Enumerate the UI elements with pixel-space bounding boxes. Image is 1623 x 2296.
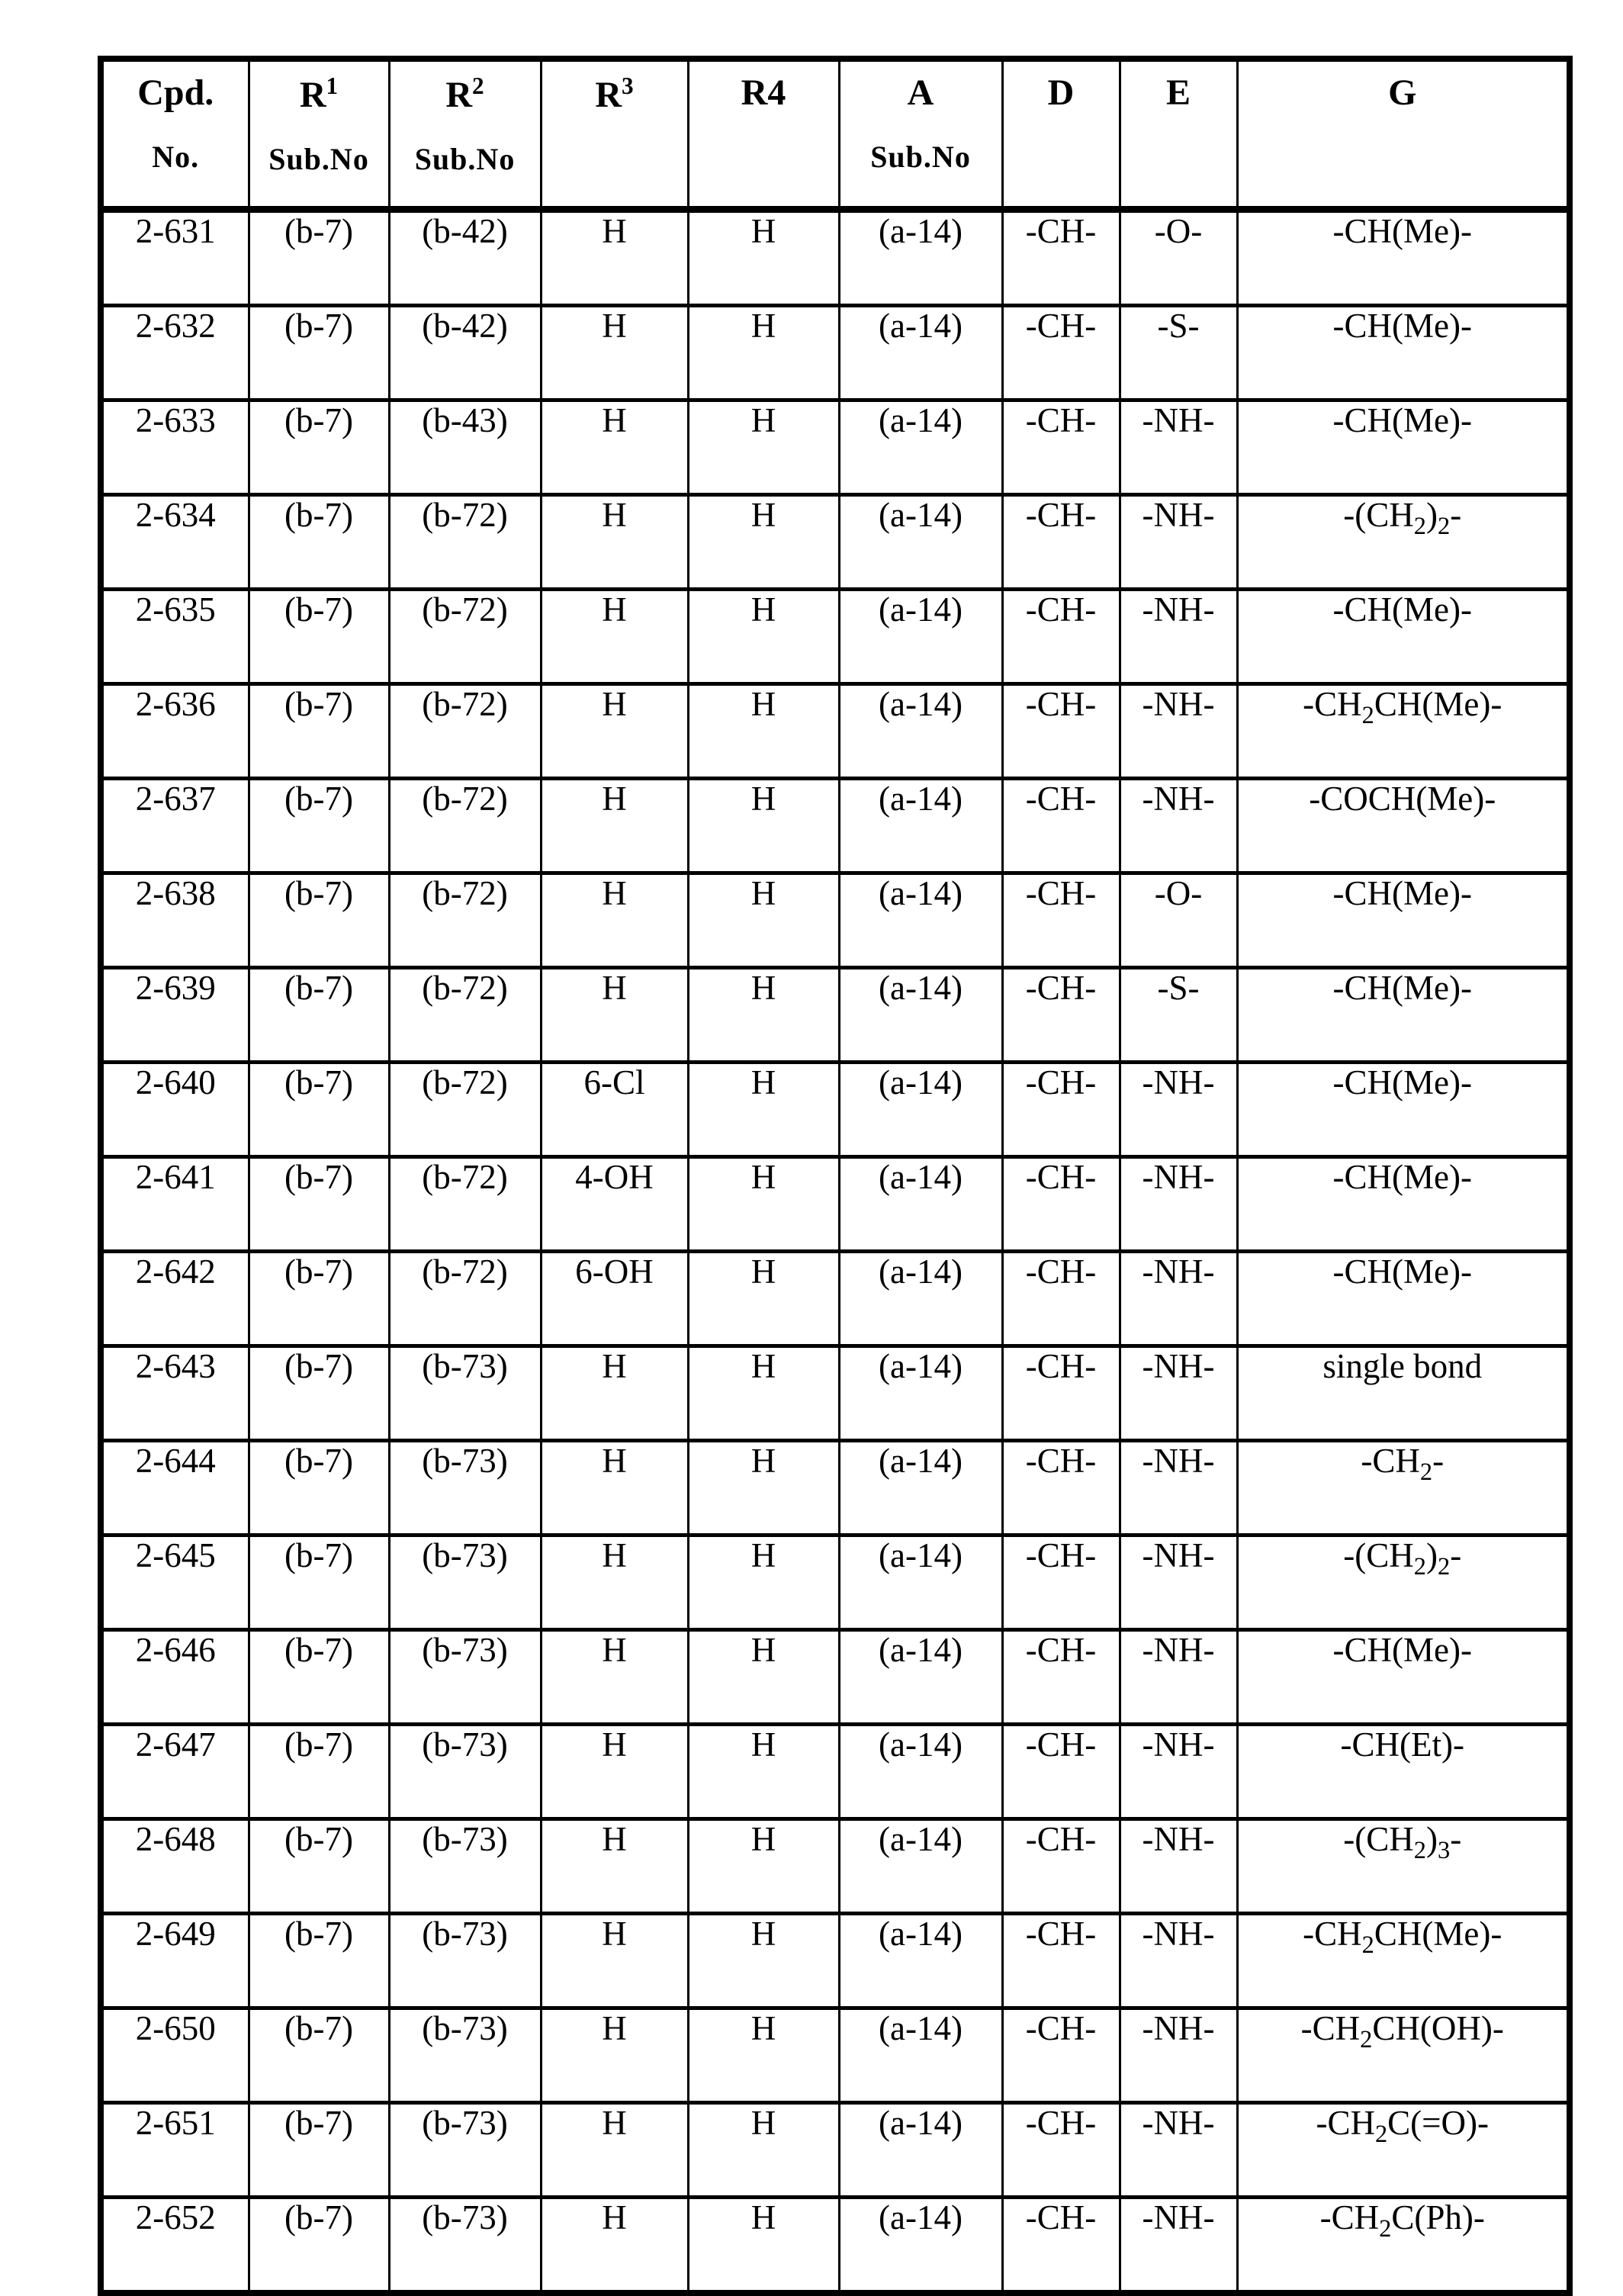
cell-r3: H [541,1346,688,1441]
cell-d: -CH- [1002,306,1120,400]
table-row [101,1535,1570,1630]
cell-r4: H [688,1252,839,1346]
column-header-r2-sub-no [389,59,541,210]
cell-r2-sub-no: (b-72) [389,968,541,1063]
cell-r2-sub-no: (b-72) [389,590,541,684]
cell-r2-sub-no: (b-72) [389,1157,541,1252]
table-row [101,1157,1570,1252]
cell-d: -CH- [1002,1063,1120,1157]
cell-cpd-no: 2-639 [101,968,249,1063]
column-header-g [1237,59,1570,210]
header-line1: $R^3$ [595,72,634,115]
cell-cpd-no: 2-647 [101,1725,249,1819]
cell-r1-sub-no: (b-7) [249,1535,389,1630]
cell-r4: H [688,306,839,400]
table-row [101,400,1570,495]
cell-r2-sub-no: (b-73) [389,2008,541,2103]
cell-r3: H [541,1819,688,1914]
cell-r4: H [688,1346,839,1441]
cell-e: -O- [1120,873,1237,968]
cell-r4: H [688,1725,839,1819]
cell-cpd-no: 2-648 [101,1819,249,1914]
cell-d: -CH- [1002,495,1120,590]
cell-r3: 4-OH [541,1157,688,1252]
cell-r3: H [541,779,688,873]
table-row [101,1630,1570,1725]
cell-g: $-(CH_2)_2-$ [1237,495,1570,590]
cell-r3: H [541,306,688,400]
header-line1: A [907,72,934,113]
table-row [101,684,1570,779]
header-line2: Sub.No [268,142,369,177]
cell-cpd-no: 2-651 [101,2103,249,2198]
cell-a-sub-no: (a-14) [839,1063,1002,1157]
table-row [101,2198,1570,2294]
cell-d: -CH- [1002,684,1120,779]
table-row [101,306,1570,400]
cell-a-sub-no: (a-14) [839,306,1002,400]
cell-r2-sub-no: (b-72) [389,1252,541,1346]
cell-d: -CH- [1002,2103,1120,2198]
cell-cpd-no: 2-649 [101,1914,249,2008]
cell-g: -CH(Me)- [1237,306,1570,400]
cell-cpd-no: 2-635 [101,590,249,684]
cell-d: -CH- [1002,1725,1120,1819]
cell-g: -CH(Me)- [1237,873,1570,968]
cell-a-sub-no: (a-14) [839,2198,1002,2294]
cell-a-sub-no: (a-14) [839,1346,1002,1441]
cell-r1-sub-no: (b-7) [249,873,389,968]
cell-d: -CH- [1002,1157,1120,1252]
cell-g: $-CH_2CH(Me)-$ [1237,1914,1570,2008]
cell-r1-sub-no: (b-7) [249,210,389,306]
cell-r2-sub-no: (b-43) [389,400,541,495]
cell-r4: H [688,495,839,590]
header-line1: E [1165,72,1191,113]
cell-r3: H [541,873,688,968]
cell-r2-sub-no: (b-72) [389,1063,541,1157]
cell-r2-sub-no: (b-72) [389,495,541,590]
cell-r3: H [541,1725,688,1819]
cell-d: -CH- [1002,400,1120,495]
cell-e: -NH- [1120,1914,1237,2008]
cell-g: -CH(Me)- [1237,590,1570,684]
cell-g: -CH(Me)- [1237,1252,1570,1346]
cell-e: -NH- [1120,590,1237,684]
cell-r3: H [541,210,688,306]
table-row [101,1252,1570,1346]
cell-g: -CH(Me)- [1237,210,1570,306]
cell-r2-sub-no: (b-73) [389,1725,541,1819]
cell-a-sub-no: (a-14) [839,495,1002,590]
cell-a-sub-no: (a-14) [839,400,1002,495]
cell-e: -NH- [1120,1630,1237,1725]
cell-e: -NH- [1120,2103,1237,2198]
cell-g: -CH(Me)- [1237,400,1570,495]
table-row [101,779,1570,873]
cell-cpd-no: 2-637 [101,779,249,873]
cell-g: $-CH_2C(=O)-$ [1237,2103,1570,2198]
cell-cpd-no: 2-634 [101,495,249,590]
cell-d: -CH- [1002,1630,1120,1725]
column-header-r3 [541,59,688,210]
cell-d: -CH- [1002,1252,1120,1346]
compound-table [98,56,1573,2296]
cell-cpd-no: 2-645 [101,1535,249,1630]
cell-g: $-CH_2CH(OH)-$ [1237,2008,1570,2103]
table-row [101,210,1570,306]
cell-r4: H [688,1630,839,1725]
cell-a-sub-no: (a-14) [839,1914,1002,2008]
cell-r4: H [688,1441,839,1535]
cell-a-sub-no: (a-14) [839,1535,1002,1630]
table-row [101,2008,1570,2103]
cell-cpd-no: 2-641 [101,1157,249,1252]
cell-r1-sub-no: (b-7) [249,1252,389,1346]
cell-r2-sub-no: (b-73) [389,1535,541,1630]
cell-e: -NH- [1120,1157,1237,1252]
cell-cpd-no: 2-631 [101,210,249,306]
cell-a-sub-no: (a-14) [839,1441,1002,1535]
cell-r1-sub-no: (b-7) [249,1914,389,2008]
cell-a-sub-no: (a-14) [839,2103,1002,2198]
cell-e: -NH- [1120,2198,1237,2294]
cell-a-sub-no: (a-14) [839,1819,1002,1914]
cell-e: -NH- [1120,1441,1237,1535]
cell-r3: H [541,2198,688,2294]
header-line1: D [1047,72,1075,113]
cell-a-sub-no: (a-14) [839,1725,1002,1819]
cell-r1-sub-no: (b-7) [249,1819,389,1914]
cell-r4: H [688,1157,839,1252]
cell-r1-sub-no: (b-7) [249,495,389,590]
cell-cpd-no: 2-632 [101,306,249,400]
cell-g: $-(CH_2)_3-$ [1237,1819,1570,1914]
cell-cpd-no: 2-640 [101,1063,249,1157]
cell-a-sub-no: (a-14) [839,1252,1002,1346]
header-line1: R4 [741,72,786,113]
cell-r1-sub-no: (b-7) [249,590,389,684]
cell-r4: H [688,2103,839,2198]
cell-e: -O- [1120,210,1237,306]
header-line2: Sub.No [870,140,971,175]
cell-e: -NH- [1120,1252,1237,1346]
cell-r1-sub-no: (b-7) [249,1725,389,1819]
table-row [101,1441,1570,1535]
table-body [101,210,1570,2294]
cell-g: single bond [1237,1346,1570,1441]
cell-e: -NH- [1120,1819,1237,1914]
cell-r3: H [541,590,688,684]
cell-r2-sub-no: (b-72) [389,684,541,779]
table-row [101,590,1570,684]
cell-a-sub-no: (a-14) [839,2008,1002,2103]
table-row [101,1914,1570,2008]
cell-cpd-no: 2-638 [101,873,249,968]
cell-e: -NH- [1120,684,1237,779]
cell-e: -NH- [1120,1346,1237,1441]
cell-a-sub-no: (a-14) [839,1630,1002,1725]
cell-r3: H [541,1630,688,1725]
table-row [101,1063,1570,1157]
cell-cpd-no: 2-633 [101,400,249,495]
table-row [101,495,1570,590]
cell-r1-sub-no: (b-7) [249,1157,389,1252]
cell-r2-sub-no: (b-72) [389,779,541,873]
header-line1: $R^2$ [445,72,484,115]
header-line1: Cpd. [137,72,214,113]
cell-d: -CH- [1002,1819,1120,1914]
cell-d: -CH- [1002,968,1120,1063]
column-header-r4 [688,59,839,210]
cell-a-sub-no: (a-14) [839,968,1002,1063]
cell-r2-sub-no: (b-72) [389,873,541,968]
cell-g: $-CH_2C(Ph)-$ [1237,2198,1570,2294]
cell-g: -CH(Et)- [1237,1725,1570,1819]
cell-g: $-CH_2-$ [1237,1441,1570,1535]
cell-g: -CH(Me)- [1237,1157,1570,1252]
cell-r3: H [541,1535,688,1630]
cell-r4: H [688,684,839,779]
cell-r1-sub-no: (b-7) [249,1441,389,1535]
cell-r2-sub-no: (b-73) [389,2198,541,2294]
cell-r4: H [688,210,839,306]
cell-r3: H [541,968,688,1063]
cell-d: -CH- [1002,590,1120,684]
cell-r1-sub-no: (b-7) [249,968,389,1063]
column-header-d [1002,59,1120,210]
cell-r4: H [688,400,839,495]
cell-r1-sub-no: (b-7) [249,1063,389,1157]
compound-table-container [98,56,1573,2296]
cell-r4: H [688,968,839,1063]
cell-cpd-no: 2-652 [101,2198,249,2294]
cell-r4: H [688,1063,839,1157]
cell-r4: H [688,1535,839,1630]
column-header-e [1120,59,1237,210]
table-row [101,1346,1570,1441]
cell-r4: H [688,2198,839,2294]
cell-e: -NH- [1120,2008,1237,2103]
table-header-row [101,59,1570,210]
cell-r2-sub-no: (b-73) [389,2103,541,2198]
cell-g: -COCH(Me)- [1237,779,1570,873]
cell-d: -CH- [1002,1346,1120,1441]
cell-r2-sub-no: (b-73) [389,1346,541,1441]
cell-e: -NH- [1120,495,1237,590]
cell-g: $-CH_2CH(Me)-$ [1237,684,1570,779]
cell-r2-sub-no: (b-73) [389,1819,541,1914]
header-line1: G [1388,72,1417,113]
cell-e: -NH- [1120,1535,1237,1630]
cell-d: -CH- [1002,2198,1120,2294]
cell-r4: H [688,1914,839,2008]
cell-d: -CH- [1002,210,1120,306]
cell-r1-sub-no: (b-7) [249,306,389,400]
cell-g: -CH(Me)- [1237,1630,1570,1725]
cell-e: -NH- [1120,400,1237,495]
cell-r2-sub-no: (b-42) [389,306,541,400]
header-line2: Sub.No [414,142,516,177]
cell-a-sub-no: (a-14) [839,684,1002,779]
cell-r3: H [541,1914,688,2008]
table-row [101,873,1570,968]
cell-r4: H [688,2008,839,2103]
cell-cpd-no: 2-636 [101,684,249,779]
cell-cpd-no: 2-643 [101,1346,249,1441]
header-line2: No. [152,140,200,175]
cell-r1-sub-no: (b-7) [249,400,389,495]
header-row [101,59,1570,210]
cell-cpd-no: 2-642 [101,1252,249,1346]
cell-e: -S- [1120,968,1237,1063]
cell-d: -CH- [1002,1441,1120,1535]
table-row [101,1725,1570,1819]
cell-d: -CH- [1002,1914,1120,2008]
table-row [101,968,1570,1063]
cell-r4: H [688,590,839,684]
cell-r2-sub-no: (b-42) [389,210,541,306]
cell-d: -CH- [1002,779,1120,873]
cell-r3: H [541,2008,688,2103]
cell-a-sub-no: (a-14) [839,590,1002,684]
cell-cpd-no: 2-646 [101,1630,249,1725]
cell-r4: H [688,873,839,968]
cell-a-sub-no: (a-14) [839,1157,1002,1252]
cell-e: -NH- [1120,779,1237,873]
cell-r3: H [541,1441,688,1535]
cell-r2-sub-no: (b-73) [389,1914,541,2008]
cell-r1-sub-no: (b-7) [249,2198,389,2294]
cell-r1-sub-no: (b-7) [249,2103,389,2198]
cell-a-sub-no: (a-14) [839,210,1002,306]
column-header-a-sub-no [839,59,1002,210]
cell-r3: H [541,2103,688,2198]
cell-r3: H [541,684,688,779]
cell-r3: 6-Cl [541,1063,688,1157]
cell-e: -S- [1120,306,1237,400]
cell-cpd-no: 2-650 [101,2008,249,2103]
cell-r2-sub-no: (b-73) [389,1441,541,1535]
cell-cpd-no: 2-644 [101,1441,249,1535]
cell-g: $-(CH_2)_2-$ [1237,1535,1570,1630]
cell-r2-sub-no: (b-73) [389,1630,541,1725]
cell-d: -CH- [1002,2008,1120,2103]
column-header-cpd-no [101,59,249,210]
cell-r1-sub-no: (b-7) [249,2008,389,2103]
cell-g: -CH(Me)- [1237,1063,1570,1157]
header-line1: $R^1$ [299,72,339,115]
cell-a-sub-no: (a-14) [839,779,1002,873]
cell-r4: H [688,779,839,873]
cell-r3: 6-OH [541,1252,688,1346]
table-row [101,2103,1570,2198]
column-header-r1-sub-no [249,59,389,210]
cell-r1-sub-no: (b-7) [249,779,389,873]
cell-d: -CH- [1002,1535,1120,1630]
cell-a-sub-no: (a-14) [839,873,1002,968]
cell-e: -NH- [1120,1063,1237,1157]
table-row [101,1819,1570,1914]
cell-e: -NH- [1120,1725,1237,1819]
cell-r3: H [541,400,688,495]
cell-r1-sub-no: (b-7) [249,1346,389,1441]
cell-r4: H [688,1819,839,1914]
cell-r1-sub-no: (b-7) [249,684,389,779]
cell-d: -CH- [1002,873,1120,968]
cell-r1-sub-no: (b-7) [249,1630,389,1725]
cell-r3: H [541,495,688,590]
cell-g: -CH(Me)- [1237,968,1570,1063]
